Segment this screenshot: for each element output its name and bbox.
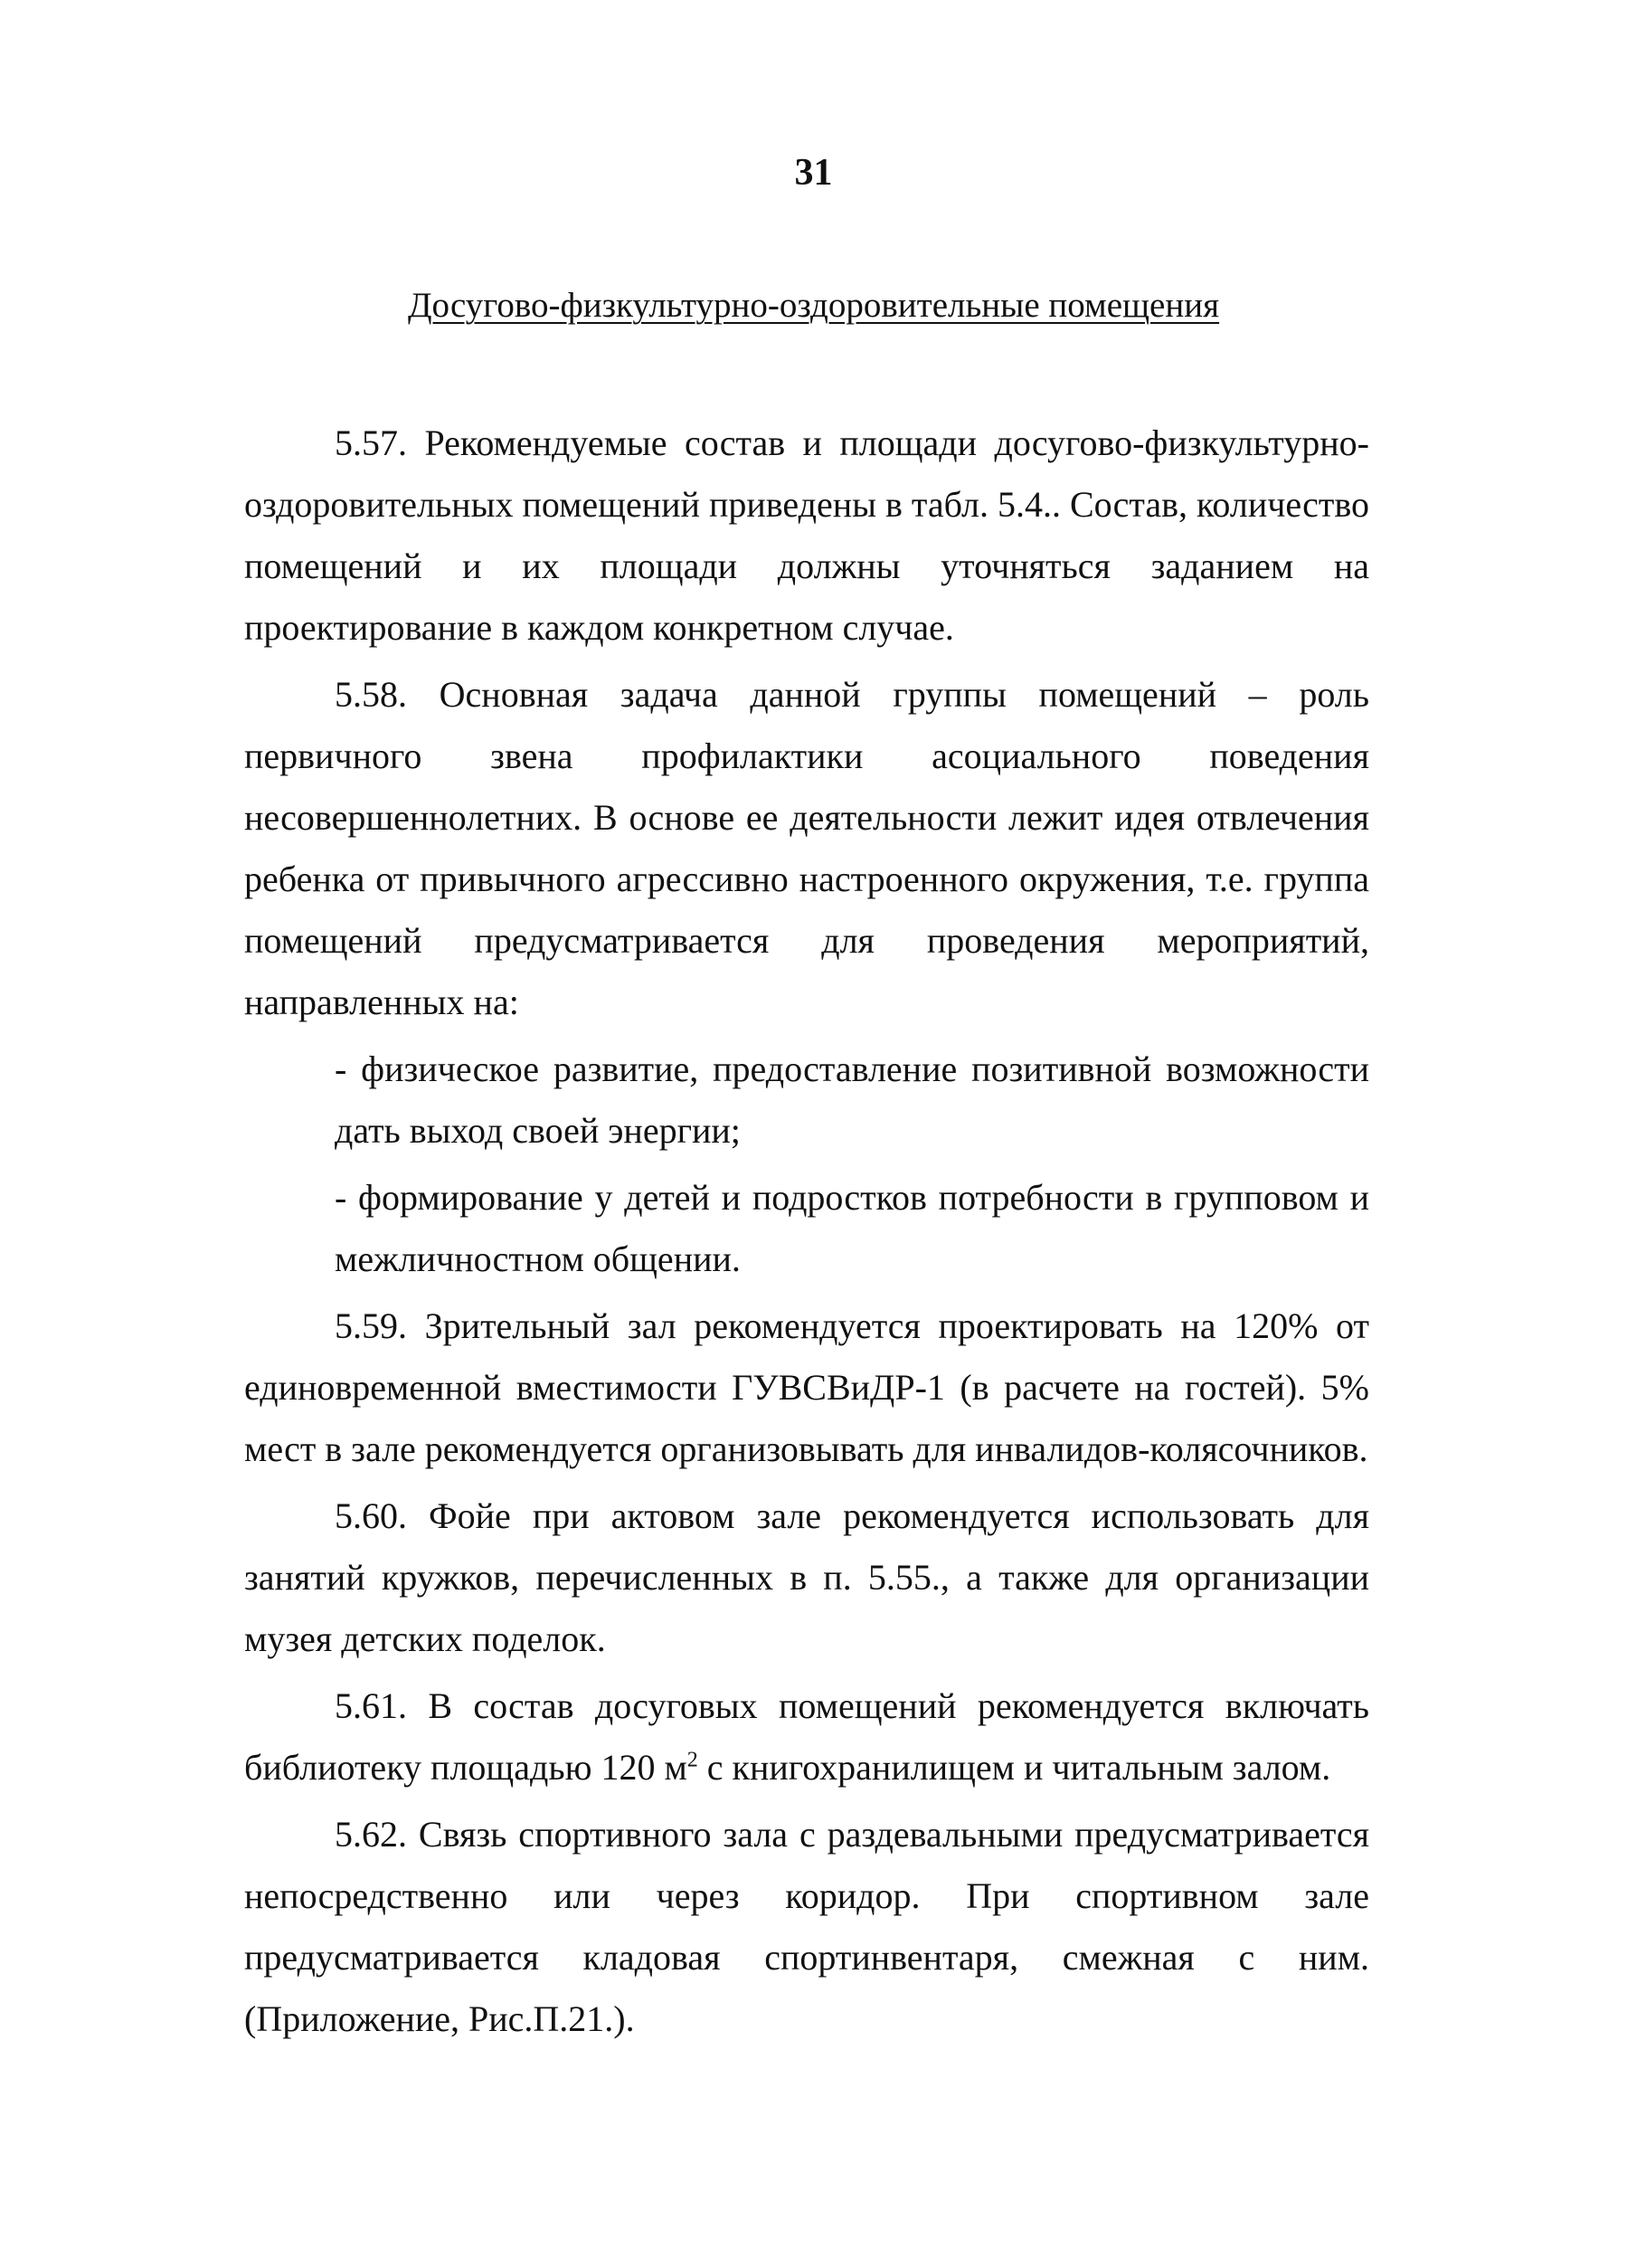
paragraph-text: В состав досуговых помещений рекомендуется включать библиотеку площадью 120 м [244,1685,1369,1788]
list-item: - физическое развитие, предоставление позитивной возможности дать выход своей энергии; [335,1049,1369,1151]
paragraph-number: 5.58. [335,674,407,715]
paragraph-text: с книгохранилищем и читальным залом. [697,1747,1331,1788]
paragraph-5-57 [244,413,1369,659]
paragraph-number: 5.62. [335,1814,407,1855]
section-heading: Досугово-физкультурно-оздоровительные помещения [407,286,1220,325]
paragraph-text: Рекомендуемые состав и площади досугово-физкультурно-оздоровительных помещений приведены в табл. 5.4.. Состав, количество помещений и их площади должны уточняться заданием на проектирование в каждом конкретном случае. [244,422,1369,648]
paragraph-text: Фойе при актовом зале рекомендуется использовать для занятий кружков, перечисленных в п. 5.55., а также для организации музея детских поделок. [244,1495,1370,1659]
paragraph-5-60 [244,1485,1369,1670]
paragraph-text: Связь спортивного зала с раздевальными предусматривается непосредственно или через коридор. При спортивном зале предусматривается кладовая спортинвентаря, смежная с ним. (Приложение, Рис.П.21.). [244,1814,1370,2039]
paragraph-text: Основная задача данной группы помещений – роль первичного звена профилактики асоциального поведения несовершеннолетних. В основе ее деятельности лежит идея отвлечения ребенка от привычного агрессивно настроенного окружения, т.е. группа помещений предусматривается для проведения мероприятий, направленных на: [244,674,1369,1022]
paragraph-5-58 [244,664,1369,1033]
paragraph-number: 5.60. [335,1495,407,1536]
superscript: 2 [686,1748,698,1772]
paragraph-text: Зрительный зал рекомендуется проектировать на 120% от единовременной вместимости ГУВСВиДР-1 (в расчете на гостей). 5% мест в зале рекомендуется организовывать для инвалидов-колясочников. [244,1305,1370,1469]
paragraph-5-62 [244,1804,1369,2050]
body-text [244,413,1369,2055]
list-item: - формирование у детей и подростков потребности в групповом и межличностном общении. [335,1177,1369,1279]
paragraph-number: 5.59. [335,1305,407,1346]
paragraph-5-61 [244,1675,1369,1798]
page-number: 31 [794,152,833,194]
paragraph-number: 5.57. [335,422,407,463]
paragraph-5-59 [244,1295,1369,1480]
paragraph-number: 5.61. [335,1685,407,1726]
